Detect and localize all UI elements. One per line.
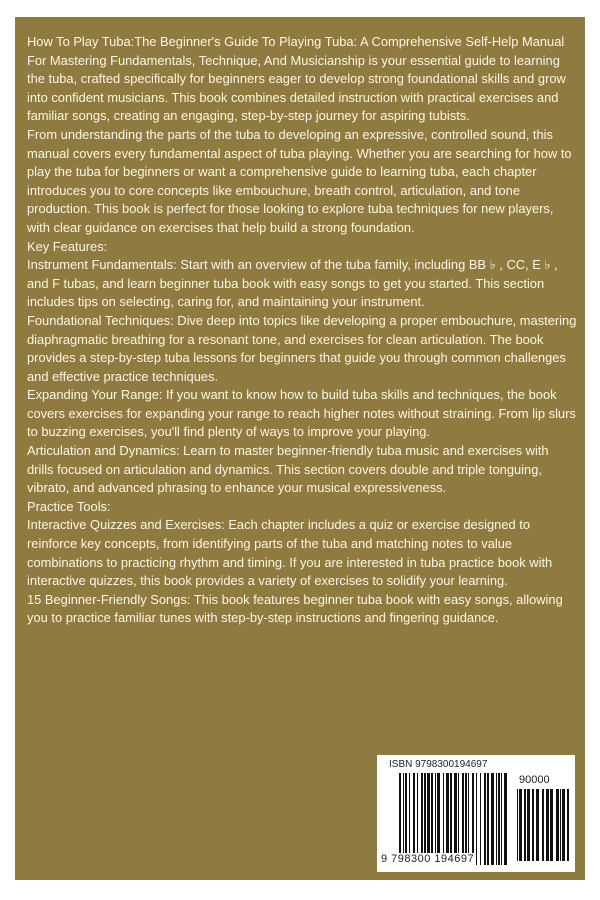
bar — [405, 773, 407, 865]
bar — [491, 773, 494, 865]
bar — [443, 773, 444, 865]
bar — [562, 789, 565, 861]
bar — [417, 773, 418, 865]
bar — [409, 773, 410, 865]
bar — [527, 789, 530, 861]
bar — [427, 773, 430, 865]
bar — [501, 773, 502, 865]
bar — [542, 789, 544, 861]
bar — [458, 773, 459, 865]
bar — [546, 789, 549, 861]
bar — [413, 773, 415, 865]
bar — [403, 773, 404, 865]
bar — [519, 789, 522, 861]
bar — [437, 773, 440, 865]
paragraph: How To Play Tuba:The Beginner's Guide To Playing Tuba: A Comprehensive Self-Help Manual For Mastering Fundamentals, Technique, And Musicianship is your essential guide to learning the tuba, crafted specifically for beginners eager to develop strong foundational skills and grow into confident musicians. This book combines detailed instruction with practical exercises and familiar songs, creating an engaging, step-by-step journey for aspiring tubists. — [27, 34, 566, 124]
bar — [446, 773, 449, 865]
bar — [524, 789, 526, 861]
paragraph: Expanding Your Range: If you want to know how to build tuba skills and techniques, the book covers exercises for expanding your range to reach higher notes without straining. From lip slurs to buzzing exercises, you'll find plenty of ways to improve your playing. — [27, 387, 576, 440]
bar — [556, 789, 559, 861]
bar — [421, 773, 423, 865]
bar — [498, 773, 500, 865]
bar — [472, 773, 474, 865]
paragraph: Interactive Quizzes and Exercises: Each chapter includes a quiz or exercise designed to reinforce key concepts, from identifying parts of the tuba and matching notes to value combinations to practicing rhythm and timing. If you are interested in tuba practice book with interactive quizzes, this book provides a variety of exercises to solidify your learning. — [27, 517, 553, 589]
bar — [454, 773, 457, 865]
bar — [450, 773, 452, 865]
bar — [480, 773, 481, 865]
paragraph: Articulation and Dynamics: Learn to master beginner-friendly tuba music and exercises with drills focused on articulation and dynamics. This section covers double and triple tonguing, vibrato, and advanced phrasing to enhance your musical expressiveness. — [27, 443, 549, 496]
bar — [532, 789, 534, 861]
price-code: 90000 — [519, 774, 550, 786]
addon-barcode-bars — [517, 789, 569, 861]
bar — [435, 773, 436, 865]
bar — [399, 773, 401, 865]
isbn-label: ISBN 9798300194697 — [389, 759, 488, 770]
bar — [484, 773, 486, 865]
paragraph: Practice Tools: — [27, 498, 111, 514]
bar — [504, 773, 507, 865]
bar — [496, 773, 497, 865]
bar — [468, 773, 469, 865]
barcode-digits: 9 798300 194697 — [381, 853, 475, 865]
bar — [462, 773, 464, 865]
bar — [465, 773, 467, 865]
paragraph: 15 Beginner-Friendly Songs: This book features beginner tuba book with easy songs, allowing you to practice familiar tunes with step-by-step instructions and fingering guidance. — [27, 591, 563, 626]
bar — [487, 773, 489, 865]
back-cover — [15, 17, 585, 880]
bar — [424, 773, 426, 865]
barcode-bars — [399, 773, 507, 865]
bar — [560, 789, 561, 861]
bar — [517, 789, 518, 861]
paragraph: Key Features: — [27, 238, 108, 254]
paragraph: Instrument Fundamentals: Start with an overview of the tuba family, including BB ♭ , CC, E ♭ , and F tubas, and learn beginner tuba book with easy songs to get you started. This section includes tips on selecting, caring for, and maintaining your instrument. — [27, 257, 558, 310]
description-text — [27, 33, 577, 628]
barcode-box — [377, 755, 575, 872]
paragraph: Foundational Techniques: Dive deep into topics like developing a proper embouchure, mastering diaphragmatic breathing for a resonant tone, and exercises for clean articulation. The book provides a step-by-step tuba lessons for beginners that guide you through common challenges and effective practice techniques. — [27, 312, 577, 384]
bar — [431, 773, 433, 865]
bar — [567, 789, 569, 861]
bar — [550, 789, 553, 861]
bar — [536, 789, 539, 861]
paragraph: From understanding the parts of the tuba to developing an expressive, controlled sound, this manual covers every fundamental aspect of tuba playing. Whether you are searching for how to play the tuba for beginners or want a comprehensive guide to learning tuba, each chapter introduces you to core concepts like embouchure, breath control, articulation, and tone production. This book is perfect for those looking to explore tuba techniques for new players, with clear guidance on exercises that help build a strong foundation. — [27, 126, 572, 235]
bar — [476, 773, 477, 865]
